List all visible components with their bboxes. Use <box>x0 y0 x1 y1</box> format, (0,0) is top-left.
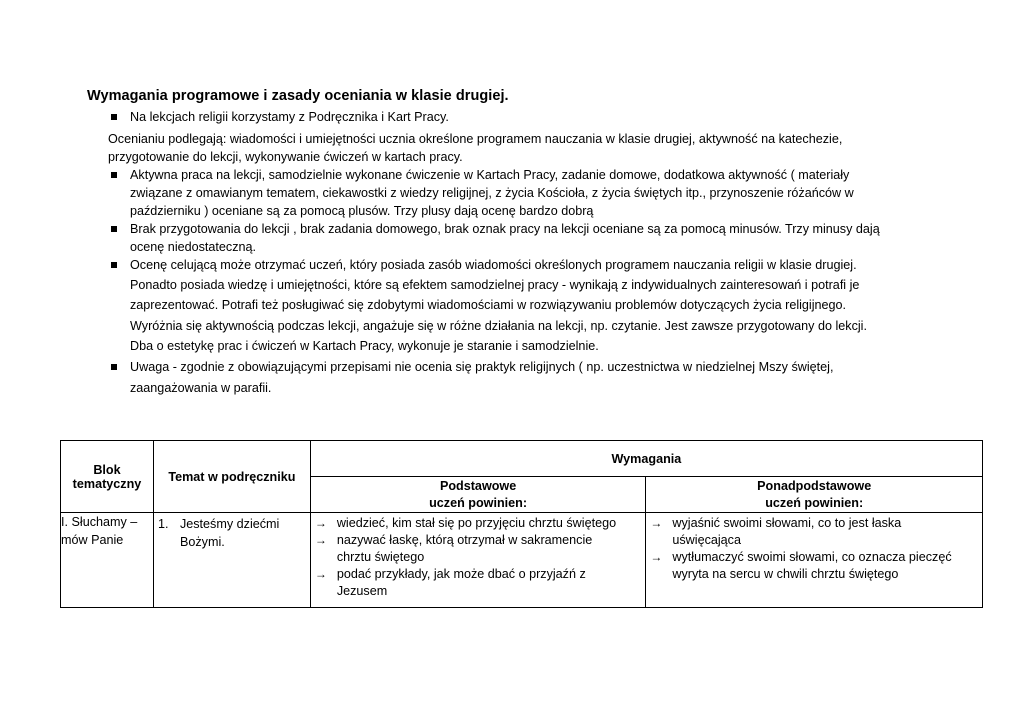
list-item <box>311 566 646 600</box>
text-line: Na lekcjach religii korzystamy z Podręcznika i Kart Pracy. <box>130 110 449 124</box>
document-title: Wymagania programowe i zasady oceniania w klasie drugiej. <box>87 88 509 104</box>
topic-item <box>154 513 310 551</box>
cell-advanced <box>646 513 983 608</box>
header-advanced <box>646 477 983 513</box>
topic-line2: Bożymi. <box>179 535 225 549</box>
cell-basic <box>310 513 646 608</box>
text-line: Wyróżnia się aktywnością podczas lekcji, angażuje się w różne działania na lekcji, np. czytanie. Jest zawsze przygotowany do lekcji. <box>130 319 867 333</box>
header-advanced-line2: uczeń powinien: <box>765 495 864 510</box>
text-line: Uwaga - zgodnie z obowiązującymi przepisami nie ocenia się praktyk religijnych ( np. uczestnictwa w niedzielnej Mszy świętej, <box>130 360 834 374</box>
list-item <box>311 532 646 566</box>
cell-block <box>61 513 154 608</box>
arrow-icon: → <box>650 516 663 530</box>
list-item <box>646 515 982 549</box>
arrow-icon: → <box>314 533 327 547</box>
bullet-4 <box>111 262 117 268</box>
text-line: zaangażowania w parafii. <box>130 381 272 395</box>
header-block-line1: Blok <box>93 462 121 477</box>
header-advanced-line1: Ponadpodstawowe <box>757 478 872 493</box>
bullet-3 <box>111 226 117 232</box>
cell-topic <box>153 513 310 608</box>
header-topic: Temat w podręczniku <box>153 441 310 513</box>
text-line: Ocenianiu podlegają: wiadomości i umiejętności ucznia określone programem nauczania w klasie drugiej, aktywność na katechezie, <box>108 132 843 146</box>
text-line: Ponadto posiada wiedzę i umiejętności, które są efektem samodzielnej pracy - wynikają z indywidualnych zainteresowań i potrafi je <box>130 278 860 292</box>
text-line: przygotowanie do lekcji, wykonywanie ćwiczeń w kartach pracy. <box>108 150 463 164</box>
bullet-2 <box>111 172 117 178</box>
topic-line1: Jesteśmy dziećmi <box>179 517 280 531</box>
topic-number: 1. <box>157 517 169 531</box>
bullet-1 <box>111 114 117 120</box>
basic-item-3-line1: podać przykłady, jak może dbać o przyjaźń z <box>336 567 586 581</box>
bullet-5 <box>111 364 117 370</box>
basic-item-2-line2: chrztu świętego <box>336 550 425 564</box>
basic-item-1: wiedzieć, kim stał się po przyjęciu chrztu świętego <box>336 516 617 530</box>
text-line: zaprezentować. Potrafi też posługiwać się zdobytymi wiadomościami w rozwiązywaniu problemów dotyczących życia religijnego. <box>130 298 847 312</box>
basic-item-3 <box>337 566 586 600</box>
adv-item-2-line2: wyryta na sercu w chwili chrztu świętego <box>672 567 899 581</box>
basic-item-2-line1: nazywać łaskę, którą otrzymał w sakramencie <box>336 533 593 547</box>
arrow-icon: → <box>314 567 327 581</box>
text-line: Dba o estetykę prac i ćwiczeń w Kartach Pracy, wykonuje je staranie i samodzielnie. <box>130 339 599 353</box>
arrow-icon: → <box>314 516 327 530</box>
basic-item-2 <box>337 532 592 566</box>
adv-item-1-line1: wyjaśnić swoimi słowami, co to jest łaska <box>672 516 902 530</box>
text-line: Ocenę celującą może otrzymać uczeń, który posiada zasób wiadomości określonych programem nauczania religii w klasie drugiej. <box>130 258 857 272</box>
header-basic-line2: uczeń powinien: <box>429 495 528 510</box>
text-line: Aktywna praca na lekcji, samodzielnie wykonane ćwiczenie w Kartach Pracy, zadanie domowe, dodatkowa aktywność ( materiały <box>130 168 850 182</box>
topic-text <box>178 515 279 551</box>
block-line2: mów Panie <box>61 533 124 547</box>
text-line: Brak przygotowania do lekcji , brak zadania domowego, brak oznak pracy na lekcji oceniane są za pomocą minusów. Trzy minusy dają <box>130 222 880 236</box>
block-line1: I. Słuchamy – <box>61 515 138 529</box>
adv-item-2-line1: wytłumaczyć swoimi słowami, co oznacza pieczęć <box>672 550 952 564</box>
header-requirements: Wymagania <box>310 441 982 477</box>
header-block <box>61 441 154 513</box>
text-line: ocenę niedostateczną. <box>130 240 257 254</box>
requirements-table <box>60 440 983 608</box>
text-line: związane z omawianym tematem, ciekawostki z wiedzy religijnej, z życia Kościoła, z życia świętych itp., przynoszenie różańców w <box>130 186 854 200</box>
header-block-line2: tematyczny <box>72 476 142 491</box>
adv-item-1 <box>672 515 901 549</box>
header-basic <box>310 477 646 513</box>
arrow-icon: → <box>650 550 663 564</box>
basic-item-3-line2: Jezusem <box>336 584 388 598</box>
list-item <box>646 549 982 583</box>
adv-item-1-line2: uświęcająca <box>672 533 741 547</box>
header-basic-line1: Podstawowe <box>439 478 517 493</box>
text-line: październiku ) oceniane są za pomocą plusów. Trzy plusy dają ocenę bardzo dobrą <box>130 204 594 218</box>
adv-item-2 <box>672 549 951 583</box>
list-item <box>311 515 646 532</box>
